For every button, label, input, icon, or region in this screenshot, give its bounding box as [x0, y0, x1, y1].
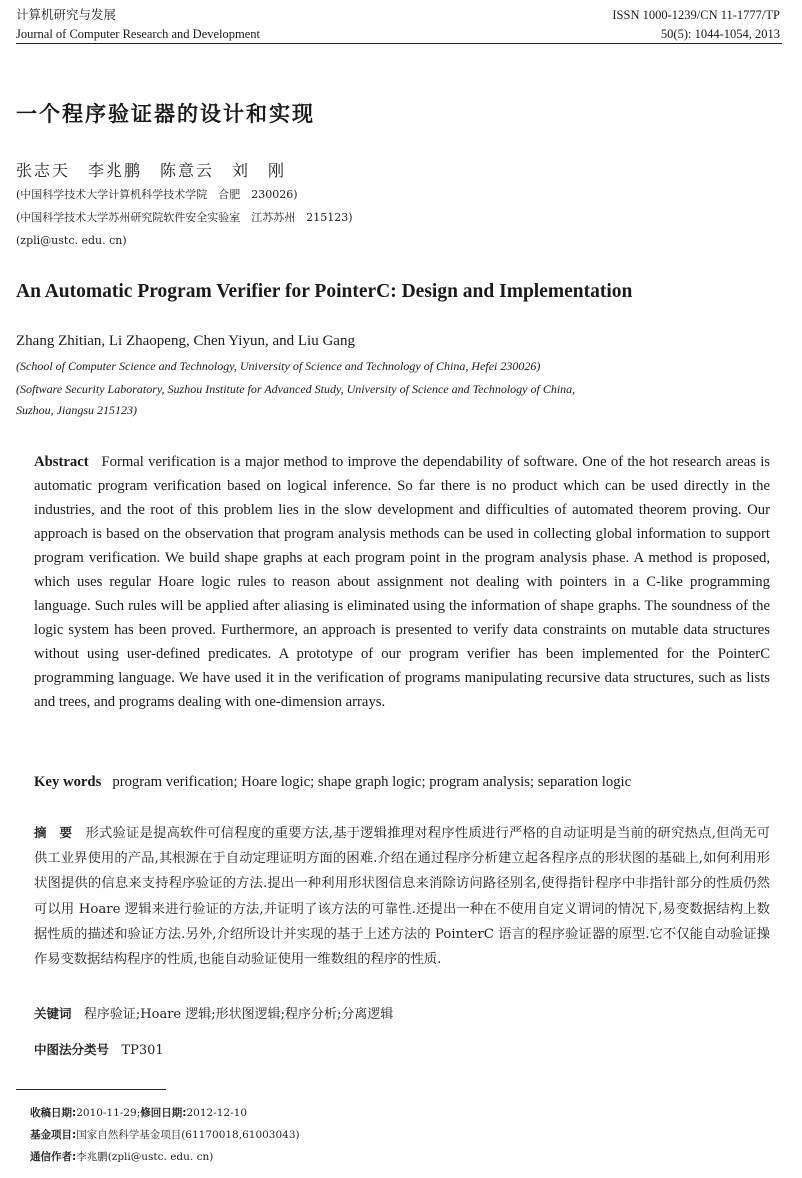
classification-code: TP301 [121, 1043, 164, 1058]
affiliation-en-2: (Software Security Laboratory, Suzhou Institute for Advanced Study, University of Science and Technology of China, [16, 382, 576, 396]
footnote-dates [30, 1105, 247, 1120]
footnote-fund [30, 1127, 300, 1142]
affiliation-cn-2: (中国科学技术大学苏州研究院软件安全实验室 江苏苏州 215123) [16, 211, 353, 224]
journal-name-cn: 计算机研究与发展 [16, 8, 117, 22]
revised-label: 修回日期: [140, 1107, 187, 1119]
authors-cn: 张志天 李兆鹏 陈意云 刘 刚 [16, 161, 287, 180]
footnote-corresponding [30, 1149, 213, 1164]
classification-label: 中图法分类号 [34, 1042, 110, 1057]
keywords-cn [34, 1003, 393, 1022]
abstract-en [34, 450, 770, 714]
keywords-en [34, 774, 774, 791]
journal-name-en: Journal of Computer Research and Development [16, 27, 261, 41]
affiliation-cn-email: (zpli@ustc. edu. cn) [16, 234, 127, 247]
abstract-cn-text: 形式验证是提高软件可信程度的重要方法,基于逻辑推理对程序性质进行严格的自动证明是当前的研究热点,但尚无可供工业界使用的产品,其根源在于自动定理证明方面的困难.介绍在通过程序分析建立起各程序点的形状图的基础上,如何利用形状图提供的信息来支持程序验证的方法.提出一种利用形状图信息来消除访问路径别名,使得指针程序中非指针部分的性质仍然可以用 Hoare 逻辑来进行验证的方法,并证明了该方法的可靠性.还提出一种在不使用自定义谓词的情况下,易变数据结构上数据性质的描述和验证方法.另外,介绍所设计并实现的基于上述方法的 PointerC 语言的程序验证器的原型.它不仅能自动验证操作易变数据结构程序的性质,也能自动验证使用一维数组的程序的性质. [34, 826, 770, 968]
keywords-cn-label: 关键词 [34, 1006, 72, 1021]
corresponding-author: 李兆鹏(zpli@ustc. edu. cn) [76, 1151, 214, 1163]
keywords-cn-text: 程序验证;Hoare 逻辑;形状图逻辑;程序分析;分离逻辑 [83, 1007, 394, 1022]
keywords-en-text: program verification; Hoare logic; shape graph logic; program analysis; separation logic [112, 774, 632, 790]
abstract-cn [34, 820, 770, 972]
authors-en: Zhang Zhitian, Li Zhaopeng, Chen Yiyun, and Liu Gang [16, 333, 355, 349]
volume-pages: 50(5): 1044-1054, 2013 [660, 27, 780, 41]
abstract-en-text: Formal verification is a major method to improve the dependability of software. One of the hot research areas is automatic program verification based on logical inference. So far there is no product which can be used directly in the industries, and the root of this problem lies in the slow development and difficulties of automated theorem proving. Our approach is based on the observation that program analysis methods can be used in collecting global information to support program verification. We build shape graphs at each program point in the program analysis phase. A method is proposed, which uses regular Hoare logic rules to reason about assignment not dealing with pointers in a C-like programming language. Such rules will be applied after aliasing is eliminated using the information of shape graphs. The soundness of the logic system has been proved. Furthermore, an approach is presented to verify data constraints on mutable data structures without using user-defined predicates. A prototype of our program verifier has been implemented for the PointerC programming language. We have used it in the verification of programs manipulating recursive data structures, such as lists and trees, and programs dealing with one-dimension arrays. [34, 454, 770, 710]
revised-date: 2012-12-10 [186, 1107, 248, 1119]
corresponding-label: 通信作者: [30, 1151, 77, 1163]
header-rule [16, 43, 782, 44]
title-en: An Automatic Program Verifier for PointerC: Design and Implementation [16, 281, 633, 302]
fund-text: 国家自然科学基金项目(61170018,61003043) [76, 1129, 300, 1141]
affiliation-en-3: Suzhou, Jiangsu 215123) [16, 403, 137, 417]
received-label: 收稿日期: [30, 1107, 77, 1119]
fund-label: 基金项目: [30, 1129, 77, 1141]
issn: ISSN 1000-1239/CN 11-1777/TP [612, 8, 780, 22]
keywords-en-label: Key words [34, 774, 102, 790]
affiliation-en-1: (School of Computer Science and Technology, University of Science and Technology of China, Hefei 230026) [16, 359, 541, 373]
footnote-rule [16, 1089, 166, 1090]
title-cn: 一个程序验证器的设计和实现 [16, 102, 315, 126]
affiliation-cn-1: (中国科学技术大学计算机科学技术学院 合肥 230026) [16, 188, 298, 201]
classification [34, 1040, 164, 1058]
abstract-en-label: Abstract [34, 454, 89, 470]
received-date: 2010-11-29; [76, 1107, 141, 1119]
abstract-cn-label: 摘 要 [34, 825, 73, 840]
